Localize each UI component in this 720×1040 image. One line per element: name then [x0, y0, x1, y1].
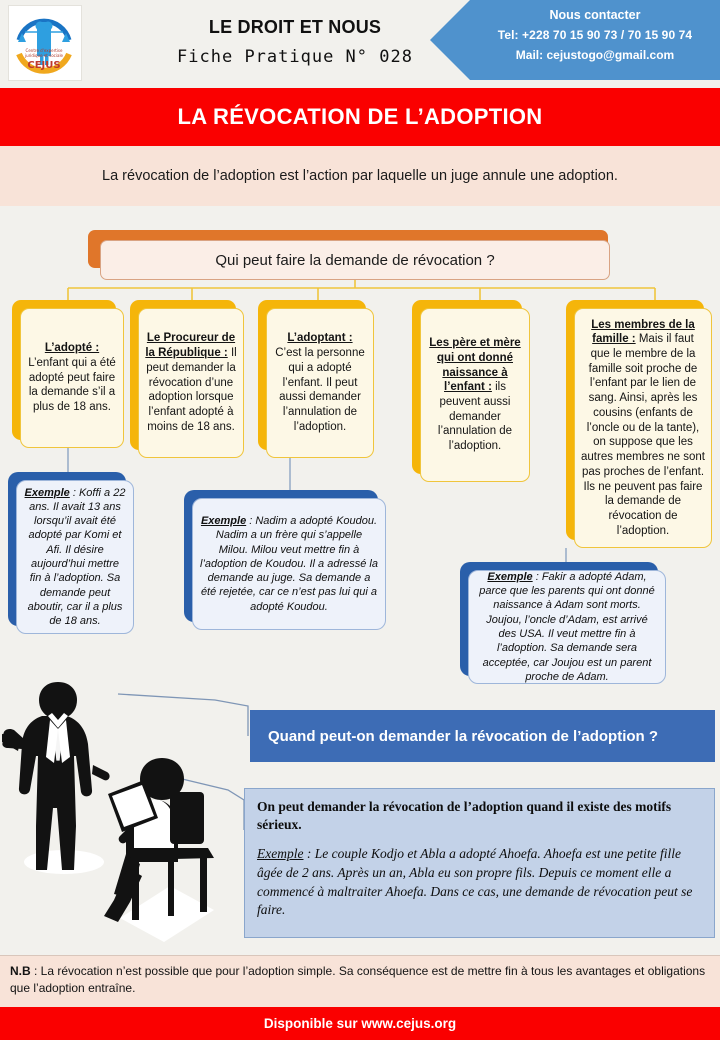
note-section: [0, 955, 720, 1007]
card-adopte: [12, 300, 124, 448]
question-1-text: Qui peut faire la demande de révocation ?: [215, 251, 495, 269]
note-text: : La révocation n’est possible que pour l’adoption simple. Sa conséquence est de mettre fin à tous les avantages et obligations que l’adoption entraîne.: [10, 964, 706, 996]
question-2-banner: [250, 710, 715, 762]
card-adoptant-heading: L’adoptant :: [287, 332, 353, 345]
card-membres-famille-body: Mais il faut que le membre de la famille soit proche de l’enfant par le lien de sang. Ainsi, après les cousins (enfants de l’oncle ou de la tante), on suppose que les autres membres ne sont pas proches de l’enfant. Ils ne peuvent pas faire la demande de révocation de l’adoption.: [581, 333, 706, 537]
main-title-bar: [0, 88, 720, 146]
definition-strip: [0, 146, 720, 206]
example-fakir: [460, 562, 666, 684]
contact-banner: [430, 0, 720, 88]
two-men-discussion-illustration: [2, 672, 242, 944]
card-pere-mere: [412, 300, 530, 482]
standing-man-silhouette: [2, 682, 110, 870]
example-fakir-text: : Fakir a adopté Adam, parce que les parents qui ont donné naissance à Adam sont morts. Joujou, l’oncle d’Adam, est arrivé des USA. Il veut mettre fin à l’adoption. Sa demande sera acceptée, car Joujou est un parent proche de Adam.: [479, 570, 655, 683]
contact-heading: Nous contacter: [549, 8, 641, 22]
example-nadim-label: Exemple: [200, 514, 247, 527]
note-label: N.B: [10, 964, 31, 978]
card-procureur-heading: Le Procureur de la République :: [145, 332, 236, 360]
sheet-number: Fiche Pratique N° 028: [177, 46, 413, 67]
example-koffi-text: : Koffi a 22 ans. Il avait 13 ans lorsqu’il avait été adopté par Komi et Afi. Il désire aujourd’hui mettre fin à l’adoption. Sa demande peut aboutir, car il a plus de 18 ans.: [27, 486, 126, 628]
card-adoptant: [258, 300, 374, 458]
example-nadim-text: : Nadim a adopté Koudou. Nadim a un frère qui s’appelle Milou. Milou veut mettre fin à l’adoption de Koudou. Il a adressé la demande au juge. Sa demande a été rejetée, car ce n’est pas lui qui a adopté Koudou.: [200, 514, 378, 613]
answer-example-text: : Le couple Kodjo et Abla a adopté Ahoefa. Ahoefa est une petite fille âgée de 2 ans. Après un an, Abla eu son propre fils. Depuis ce moment elle a commencé à maltraiter Ahoefa. Dans ce cas, une demande de révocation peut se faire.: [257, 846, 693, 918]
page-title: LA RÉVOCATION DE L’ADOPTION: [177, 104, 543, 129]
cejus-logo: [8, 5, 82, 81]
footer-bar: [0, 1007, 720, 1040]
definition-text: La révocation de l’adoption est l’action par laquelle un juge annule une adoption.: [102, 168, 618, 184]
question-2-text: Quand peut-on demander la révocation de l’adoption ?: [268, 727, 659, 745]
card-procureur: [130, 300, 244, 458]
card-adoptant-body: C’est la personne qui a adopté l’enfant. Il peut aussi demander l’annulation de l’adoption.: [275, 347, 365, 433]
footer-text: Disponible sur www.cejus.org: [263, 1016, 457, 1031]
card-procureur-body: Il peut demander la révocation d’une adoption lorsque l’enfant adopté à moins de 18 ans.: [146, 347, 237, 433]
example-fakir-label: Exemple: [487, 570, 533, 583]
card-adopte-body: L’enfant qui a été adopté peut faire la demande s’il a plus de 18 ans.: [28, 356, 116, 414]
question-1-banner: [88, 230, 620, 278]
example-koffi-label: Exemple: [24, 486, 70, 499]
page-header: [0, 0, 720, 88]
brand-title: LE DROIT ET NOUS: [208, 17, 382, 37]
logo-text: CEJUS: [27, 60, 61, 71]
card-adopte-heading: L’adopté :: [44, 342, 100, 355]
svg-text:Centre d'expertise: Centre d'expertise: [25, 48, 63, 53]
contact-phone: Tel: +228 70 15 90 73 / 70 15 90 74: [497, 28, 693, 42]
answer-statement: On peut demander la révocation de l’adoption quand il existe des motifs sérieux.: [257, 799, 672, 833]
card-membres-famille-heading: Les membres de la famille :: [591, 318, 695, 346]
example-koffi: [8, 472, 134, 634]
contact-email: Mail: cejustogo@gmail.com: [515, 48, 675, 62]
answer-box: [244, 788, 715, 938]
header-title-block: [150, 18, 440, 67]
card-pere-mere-body: ils peuvent aussi demander l’annulation de l’adoption.: [437, 381, 513, 453]
example-nadim: [184, 490, 386, 630]
answer-example-label: Exemple: [257, 846, 304, 862]
card-pere-mere-heading: Les père et mère qui ont donné naissance à l’enfant :: [429, 337, 521, 394]
svg-text:juridique et sociale: juridique et sociale: [24, 53, 64, 58]
card-membres-famille: [566, 300, 712, 548]
